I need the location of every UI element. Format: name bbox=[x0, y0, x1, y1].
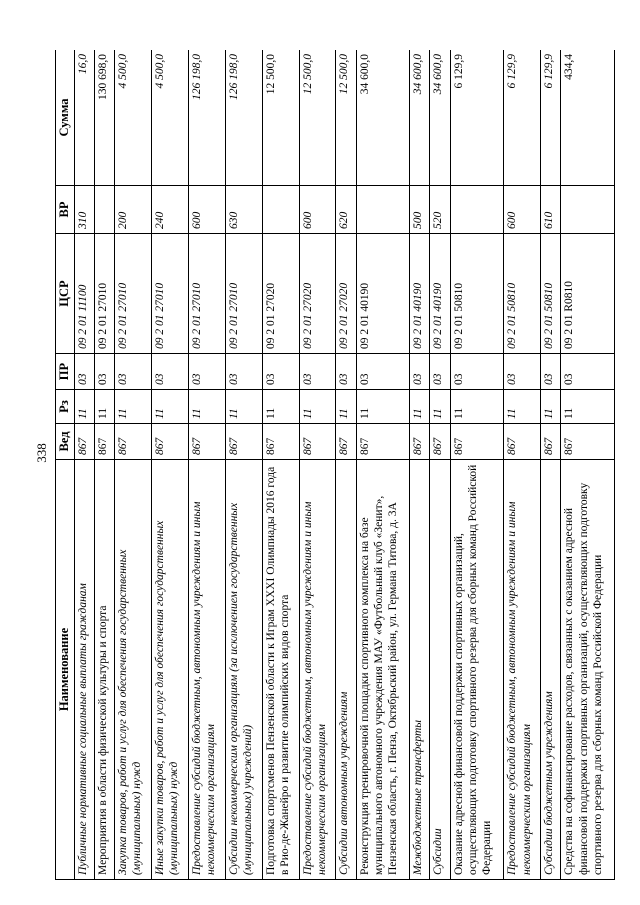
cell-csr: 09 2 01 27020 bbox=[336, 234, 356, 354]
table-row bbox=[188, 50, 225, 880]
cell-name: Реконструкция тренировочной площадки спортивного комплекса на базе муниципального автономного учреждения МАУ «Футбольный клуб «Зенит», Пензенская область, г. Пенза, Октябрьский район, ул. Германа Титова, д. 3А bbox=[356, 460, 410, 880]
cell-vr: 610 bbox=[541, 186, 561, 234]
cell-pr: 03 bbox=[74, 354, 94, 390]
cell-ved: 867 bbox=[115, 424, 152, 460]
table-row bbox=[151, 50, 188, 880]
cell-csr: 09 2 01 R0810 bbox=[561, 234, 615, 354]
header-ved: Вед bbox=[56, 424, 75, 460]
cell-sum: 12 500,0 bbox=[299, 50, 336, 186]
cell-csr: 09 2 01 50810 bbox=[504, 234, 541, 354]
cell-rz: 11 bbox=[151, 390, 188, 424]
cell-name: Предоставление субсидий бюджетным, автономным учреждениям и иным некоммерческим организациям bbox=[299, 460, 336, 880]
cell-name: Мероприятия в области физической культуры и спорта bbox=[94, 460, 114, 880]
header-rz: Рз bbox=[56, 390, 75, 424]
cell-sum: 126 198,0 bbox=[188, 50, 225, 186]
cell-vr: 620 bbox=[336, 186, 356, 234]
cell-ved: 867 bbox=[299, 424, 336, 460]
cell-pr: 03 bbox=[504, 354, 541, 390]
cell-pr: 03 bbox=[430, 354, 450, 390]
cell-sum: 6 129,9 bbox=[450, 50, 504, 186]
cell-rz: 11 bbox=[430, 390, 450, 424]
cell-rz: 11 bbox=[188, 390, 225, 424]
cell-vr bbox=[94, 186, 114, 234]
cell-vr: 600 bbox=[188, 186, 225, 234]
cell-name: Закупка товаров, работ и услуг для обеспечения государственных (муниципальных) нужд bbox=[115, 460, 152, 880]
cell-csr: 09 2 01 40190 bbox=[356, 234, 410, 354]
cell-name: Публичные нормативные социальные выплаты гражданам bbox=[74, 460, 94, 880]
cell-rz: 11 bbox=[262, 390, 299, 424]
cell-name: Предоставление субсидий бюджетным, автономным учреждениям и иным некоммерческим организациям bbox=[504, 460, 541, 880]
cell-ved: 867 bbox=[151, 424, 188, 460]
table-row bbox=[356, 50, 410, 880]
cell-csr: 09 2 01 27010 bbox=[151, 234, 188, 354]
cell-sum: 16,0 bbox=[74, 50, 94, 186]
cell-pr: 03 bbox=[561, 354, 615, 390]
table-row bbox=[262, 50, 299, 880]
cell-ved: 867 bbox=[74, 424, 94, 460]
cell-pr: 03 bbox=[225, 354, 262, 390]
cell-sum: 4 500,0 bbox=[115, 50, 152, 186]
cell-rz: 11 bbox=[450, 390, 504, 424]
header-sum: Сумма bbox=[56, 50, 75, 186]
cell-ved: 867 bbox=[336, 424, 356, 460]
header-pr: ПР bbox=[56, 354, 75, 390]
cell-sum: 6 129,9 bbox=[541, 50, 561, 186]
table-row bbox=[504, 50, 541, 880]
cell-ved: 867 bbox=[94, 424, 114, 460]
cell-sum: 6 129,9 bbox=[504, 50, 541, 186]
cell-sum: 126 198,0 bbox=[225, 50, 262, 186]
cell-sum: 4 500,0 bbox=[151, 50, 188, 186]
header-vr: ВР bbox=[56, 186, 75, 234]
cell-csr: 09 2 01 40190 bbox=[410, 234, 430, 354]
cell-csr: 09 2 01 50810 bbox=[450, 234, 504, 354]
cell-sum: 34 600,0 bbox=[430, 50, 450, 186]
rotated-table-frame bbox=[55, 50, 615, 880]
cell-sum: 130 698,0 bbox=[94, 50, 114, 186]
table-row bbox=[410, 50, 430, 880]
cell-vr bbox=[356, 186, 410, 234]
cell-rz: 11 bbox=[94, 390, 114, 424]
cell-pr: 03 bbox=[450, 354, 504, 390]
cell-csr: 09 2 01 27010 bbox=[115, 234, 152, 354]
budget-table bbox=[55, 50, 615, 880]
cell-ved: 867 bbox=[356, 424, 410, 460]
table-body bbox=[74, 50, 614, 880]
cell-name: Субсидии bbox=[430, 460, 450, 880]
table-row bbox=[94, 50, 114, 880]
cell-vr: 600 bbox=[504, 186, 541, 234]
cell-csr: 09 2 01 27010 bbox=[225, 234, 262, 354]
cell-name: Субсидии автономным учреждениям bbox=[336, 460, 356, 880]
cell-sum: 34 600,0 bbox=[356, 50, 410, 186]
table-row bbox=[430, 50, 450, 880]
table-row bbox=[541, 50, 561, 880]
cell-ved: 867 bbox=[262, 424, 299, 460]
cell-rz: 11 bbox=[336, 390, 356, 424]
cell-pr: 03 bbox=[115, 354, 152, 390]
table-row bbox=[450, 50, 504, 880]
cell-ved: 867 bbox=[561, 424, 615, 460]
cell-ved: 867 bbox=[504, 424, 541, 460]
table-row bbox=[336, 50, 356, 880]
cell-pr: 03 bbox=[188, 354, 225, 390]
cell-name: Межбюджетные трансферты bbox=[410, 460, 430, 880]
cell-pr: 03 bbox=[410, 354, 430, 390]
cell-csr: 09 2 01 50810 bbox=[541, 234, 561, 354]
cell-rz: 11 bbox=[115, 390, 152, 424]
cell-ved: 867 bbox=[541, 424, 561, 460]
cell-rz: 11 bbox=[356, 390, 410, 424]
table-header-row bbox=[56, 50, 75, 880]
cell-csr: 09 2 01 40190 bbox=[430, 234, 450, 354]
cell-csr: 09 2 01 11100 bbox=[74, 234, 94, 354]
cell-name: Подготовка спортсменов Пензенской области к Играм XXXI Олимпиады 2016 года в Рио-де-Жанейро и развитие олимпийских видов спорта bbox=[262, 460, 299, 880]
cell-rz: 11 bbox=[299, 390, 336, 424]
cell-ved: 867 bbox=[410, 424, 430, 460]
cell-rz: 11 bbox=[561, 390, 615, 424]
cell-csr: 09 2 01 27010 bbox=[94, 234, 114, 354]
cell-rz: 11 bbox=[541, 390, 561, 424]
table-row bbox=[115, 50, 152, 880]
cell-rz: 11 bbox=[504, 390, 541, 424]
cell-sum: 12 500,0 bbox=[262, 50, 299, 186]
cell-pr: 03 bbox=[262, 354, 299, 390]
cell-name: Субсидии некоммерческим организациям (за исключением государственных (муниципальных) учреждений) bbox=[225, 460, 262, 880]
cell-name: Предоставление субсидий бюджетным, автономным учреждениям и иным некоммерческим организациям bbox=[188, 460, 225, 880]
page-number: 338 bbox=[34, 442, 49, 463]
cell-pr: 03 bbox=[151, 354, 188, 390]
cell-ved: 867 bbox=[430, 424, 450, 460]
cell-csr: 09 2 01 27010 bbox=[188, 234, 225, 354]
cell-pr: 03 bbox=[336, 354, 356, 390]
cell-ved: 867 bbox=[450, 424, 504, 460]
cell-sum: 434,4 bbox=[561, 50, 615, 186]
table-row bbox=[74, 50, 94, 880]
table-row bbox=[299, 50, 336, 880]
cell-vr: 600 bbox=[299, 186, 336, 234]
cell-rz: 11 bbox=[225, 390, 262, 424]
cell-sum: 12 500,0 bbox=[336, 50, 356, 186]
cell-ved: 867 bbox=[188, 424, 225, 460]
table-row bbox=[225, 50, 262, 880]
header-name: Наименование bbox=[56, 460, 75, 880]
cell-sum: 34 600,0 bbox=[410, 50, 430, 186]
cell-pr: 03 bbox=[299, 354, 336, 390]
cell-pr: 03 bbox=[356, 354, 410, 390]
cell-vr bbox=[450, 186, 504, 234]
cell-vr: 240 bbox=[151, 186, 188, 234]
table-row bbox=[561, 50, 615, 880]
cell-csr: 09 2 01 27020 bbox=[262, 234, 299, 354]
cell-vr: 310 bbox=[74, 186, 94, 234]
cell-name: Оказание адресной финансовой поддержки спортивных организаций, осуществляющих подготовку спортивного резерва для сборных команд Российской Федерации bbox=[450, 460, 504, 880]
cell-name: Иные закупки товаров, работ и услуг для обеспечения государственных (муниципальных) нужд bbox=[151, 460, 188, 880]
header-csr: ЦСР bbox=[56, 234, 75, 354]
cell-ved: 867 bbox=[225, 424, 262, 460]
cell-vr: 500 bbox=[410, 186, 430, 234]
cell-vr: 630 bbox=[225, 186, 262, 234]
cell-rz: 11 bbox=[410, 390, 430, 424]
cell-name: Субсидии бюджетным учреждениям bbox=[541, 460, 561, 880]
rotated-table-wrapper bbox=[55, 50, 615, 880]
cell-vr: 200 bbox=[115, 186, 152, 234]
cell-vr: 520 bbox=[430, 186, 450, 234]
cell-rz: 11 bbox=[74, 390, 94, 424]
cell-name: Средства на софинансирование расходов, связанных с оказанием адресной финансовой поддержки спортивных организаций, осуществляющих подготовку спортивного резерва для сборных команд Российской Федерации bbox=[561, 460, 615, 880]
cell-vr bbox=[561, 186, 615, 234]
cell-pr: 03 bbox=[541, 354, 561, 390]
cell-pr: 03 bbox=[94, 354, 114, 390]
cell-csr: 09 2 01 27020 bbox=[299, 234, 336, 354]
cell-vr bbox=[262, 186, 299, 234]
